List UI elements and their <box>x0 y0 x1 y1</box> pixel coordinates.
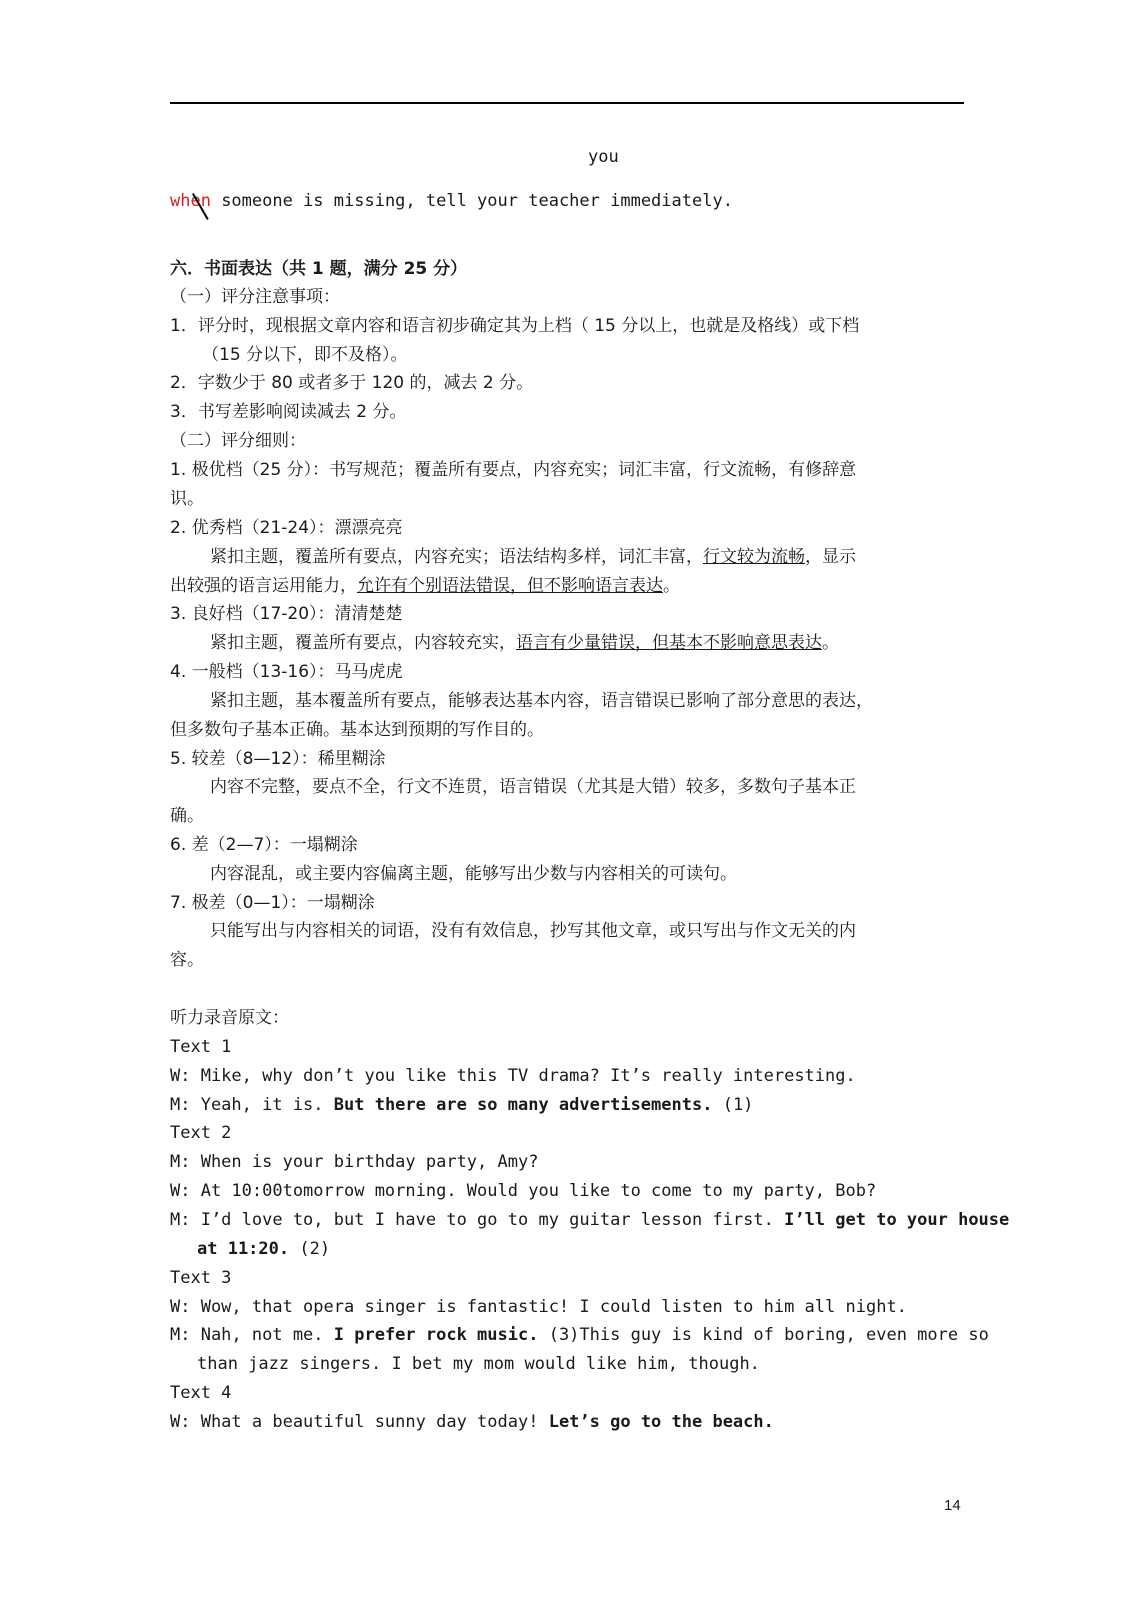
answer-text: But there are so many advertisements. <box>333 1095 713 1115</box>
text: 紧扣主题，覆盖所有要点，内容充实；语法结构多样，词汇丰富， <box>210 547 703 567</box>
correction-insert-word: you <box>588 147 619 167</box>
text-4-w <box>170 1411 774 1433</box>
underlined-text: 语言有少量错误，但基本不影响意思表达 <box>516 633 822 653</box>
answer-text: I prefer rock music. <box>333 1325 539 1345</box>
text: M: I’d love to, but I have to go to my guitar lesson first. <box>170 1210 785 1230</box>
text: 。 <box>822 633 839 653</box>
note-1: 1．评分时，现根据文章内容和语言初步确定其为上档（ 15 分以上，也就是及格线）或下档 <box>170 316 860 336</box>
text: (1) <box>712 1095 754 1115</box>
text-1-label: Text 1 <box>170 1037 232 1057</box>
grade-5-line-1: 内容不完整，要点不全，行文不连贯，语言错误（尤其是大错）较多，多数句子基本正 <box>210 777 856 797</box>
rules-title: （二）评分细则： <box>170 431 306 451</box>
grade-3-line-1 <box>210 632 839 654</box>
sentence-rest: someone is missing, tell your teacher immediately. <box>210 191 733 211</box>
answer-text: Let’s go to the beach. <box>548 1412 774 1432</box>
text: M: Yeah, it is. <box>170 1095 334 1115</box>
grade-6-title: 6. 差（2—7）：一塌糊涂 <box>170 835 358 855</box>
text: 出较强的语言运用能力， <box>170 576 357 596</box>
section-heading: 六．书面表达（共 1 题，满分 25 分） <box>170 259 468 279</box>
text-1-m <box>170 1094 753 1116</box>
text-3-w: W: Wow, that opera singer is fantastic! I could listen to him all night. <box>170 1297 907 1317</box>
text: (3)This guy is kind of boring, even more so <box>538 1325 989 1345</box>
note-2: 2．字数少于 80 或者多于 120 的，减去 2 分。 <box>170 373 534 393</box>
grade-7-line-2: 容。 <box>170 950 204 970</box>
text-2-label: Text 2 <box>170 1123 232 1143</box>
underlined-text: 行文较为流畅 <box>703 547 805 567</box>
grade-4-line-2: 但多数句子基本正确。基本达到预期的写作目的。 <box>170 720 544 740</box>
text: ，显示 <box>805 547 856 567</box>
grade-1: 1. 极优档（25 分）：书写规范；覆盖所有要点，内容充实；词汇丰富，行文流畅，有修辞意 <box>170 460 857 480</box>
text-2-m2 <box>170 1209 1009 1231</box>
grade-5-line-2: 确。 <box>170 806 204 826</box>
deleted-word: when <box>170 191 211 211</box>
text: 紧扣主题，覆盖所有要点，内容较充实， <box>210 633 516 653</box>
text: (2) <box>289 1239 331 1259</box>
text-3-label: Text 3 <box>170 1268 232 1288</box>
grade-2-line-2 <box>170 575 680 597</box>
text: W: What a beautiful sunny day today! <box>170 1412 549 1432</box>
grade-2-title: 2. 优秀档（21-24）：漂漂亮亮 <box>170 518 403 538</box>
text-2-m1: M: When is your birthday party, Amy? <box>170 1152 539 1172</box>
grade-7-line-1: 只能写出与内容相关的词语，没有有效信息，抄写其他文章，或只写出与作文无关的内 <box>210 921 856 941</box>
header-rule <box>170 102 964 104</box>
text-2-m2-cont <box>197 1238 330 1260</box>
page-number: 14 <box>944 1497 961 1514</box>
notes-title: （一）评分注意事项： <box>170 287 340 307</box>
text: M: Nah, not me. <box>170 1325 334 1345</box>
grade-7-title: 7. 极差（0—1）：一塌糊涂 <box>170 893 375 913</box>
grade-3-title: 3. 良好档（17-20）：清清楚楚 <box>170 604 403 624</box>
grade-4-title: 4. 一般档（13-16）：马马虎虎 <box>170 662 403 682</box>
text-2-w: W: At 10:00tomorrow morning. Would you like to come to my party, Bob? <box>170 1181 877 1201</box>
text-1-w: W: Mike, why don’t you like this TV drama? It’s really interesting. <box>170 1066 856 1086</box>
note-1-cont: （15 分以下，即不及格）。 <box>202 345 408 365</box>
grade-2-line-1 <box>210 546 856 568</box>
grade-1-cont: 识。 <box>170 489 204 509</box>
text-3-m-cont: than jazz singers. I bet my mom would like him, though. <box>197 1354 760 1374</box>
underlined-text: 允许有个别语法错误，但不影响语言表达 <box>357 576 663 596</box>
correction-sentence <box>170 190 733 212</box>
grade-5-title: 5. 较差（8—12）：稀里糊涂 <box>170 749 386 769</box>
text-3-m <box>170 1324 989 1346</box>
grade-4-line-1: 紧扣主题，基本覆盖所有要点，能够表达基本内容，语言错误已影响了部分意思的表达， <box>210 691 873 711</box>
answer-text: I’ll get to your house <box>784 1210 1010 1230</box>
answer-text: at 11:20. <box>197 1239 290 1259</box>
text: 。 <box>663 576 680 596</box>
text-4-label: Text 4 <box>170 1383 232 1403</box>
grade-6-line-1: 内容混乱，或主要内容偏离主题，能够写出少数与内容相关的可读句。 <box>210 864 737 884</box>
note-3: 3．书写差影响阅读减去 2 分。 <box>170 402 407 422</box>
listening-title: 听力录音原文： <box>170 1008 289 1028</box>
